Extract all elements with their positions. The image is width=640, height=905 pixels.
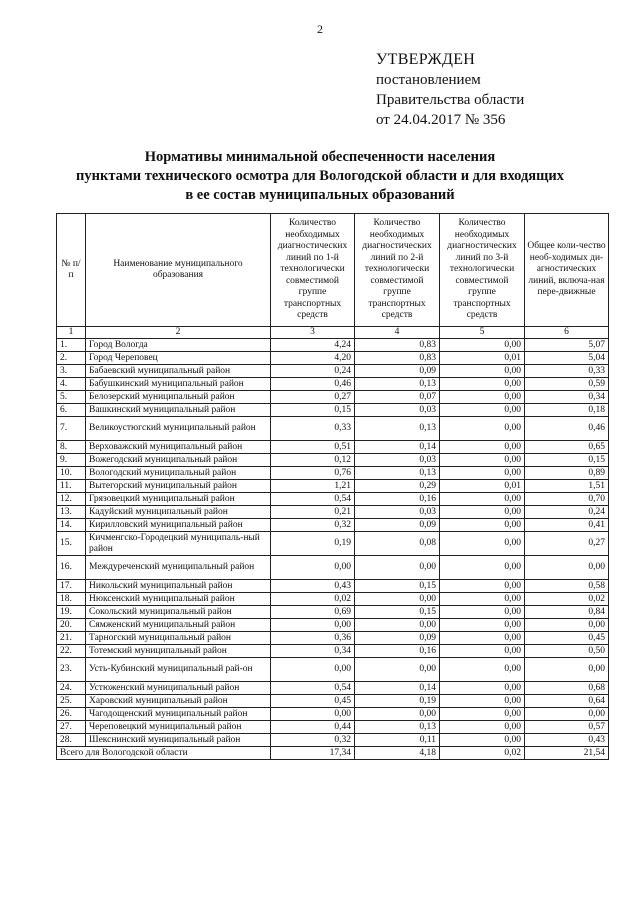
group3-value: 0,00 — [440, 365, 525, 378]
total-overall-value: 21,54 — [525, 747, 609, 760]
row-number: 27. — [57, 721, 86, 734]
municipality-name: Устюженский муниципальный район — [86, 682, 271, 695]
total-value: 1,51 — [525, 480, 609, 493]
table-row — [57, 682, 609, 695]
group1-value: 0,00 — [271, 556, 355, 580]
total-value: 0,65 — [525, 441, 609, 454]
group2-value: 0,08 — [355, 532, 440, 556]
group2-value: 0,13 — [355, 378, 440, 391]
group1-value: 0,44 — [271, 721, 355, 734]
row-number: 24. — [57, 682, 86, 695]
group2-value: 0,16 — [355, 645, 440, 658]
table-row — [57, 658, 609, 682]
total-value: 0,18 — [525, 404, 609, 417]
header-row — [57, 214, 609, 327]
row-number: 19. — [57, 606, 86, 619]
group3-value: 0,00 — [440, 532, 525, 556]
group1-value: 0,51 — [271, 441, 355, 454]
total-group1-value: 17,34 — [271, 747, 355, 760]
group3-value: 0,00 — [440, 404, 525, 417]
group3-value: 0,00 — [440, 606, 525, 619]
group2-value: 0,13 — [355, 417, 440, 441]
total-value: 0,43 — [525, 734, 609, 747]
page-number: 2 — [317, 22, 323, 36]
group3-value: 0,00 — [440, 593, 525, 606]
column-number: 1 — [57, 327, 86, 339]
group3-value: 0,00 — [440, 645, 525, 658]
table-row — [57, 519, 609, 532]
total-value: 5,07 — [525, 339, 609, 352]
group1-value: 0,00 — [271, 658, 355, 682]
row-number: 2. — [57, 352, 86, 365]
total-value: 0,00 — [525, 556, 609, 580]
group3-value: 0,00 — [440, 454, 525, 467]
municipality-name: Нюксенский муниципальный район — [86, 593, 271, 606]
group3-value: 0,00 — [440, 391, 525, 404]
table-row — [57, 721, 609, 734]
group2-value: 0,14 — [355, 682, 440, 695]
group2-value: 0,09 — [355, 632, 440, 645]
row-number: 22. — [57, 645, 86, 658]
municipality-name: Никольский муниципальный район — [86, 580, 271, 593]
group1-value: 0,02 — [271, 593, 355, 606]
approval-title: УТВЕРЖДЕН — [376, 51, 476, 68]
group1-value: 0,00 — [271, 708, 355, 721]
group2-value: 0,00 — [355, 708, 440, 721]
group2-value: 0,03 — [355, 454, 440, 467]
municipality-name: Сямженский муниципальный район — [86, 619, 271, 632]
row-number: 17. — [57, 580, 86, 593]
table-row — [57, 645, 609, 658]
total-value: 0,34 — [525, 391, 609, 404]
group3-value: 0,00 — [440, 441, 525, 454]
total-value: 5,04 — [525, 352, 609, 365]
group1-value: 0,36 — [271, 632, 355, 645]
table-row — [57, 708, 609, 721]
municipality-name: Усть-Кубинский муниципальный рай-он — [86, 658, 271, 682]
group3-value: 0,00 — [440, 721, 525, 734]
municipality-name: Вожегодский муниципальный район — [86, 454, 271, 467]
group1-value: 4,24 — [271, 339, 355, 352]
table-row — [57, 532, 609, 556]
row-number: 15. — [57, 532, 86, 556]
municipality-name: Череповецкий муниципальный район — [86, 721, 271, 734]
row-number: 20. — [57, 619, 86, 632]
group3-value: 0,01 — [440, 352, 525, 365]
col-header-total: Общее коли-чество необ-ходимых ди-агностических линий, включа-ная пере-движные — [525, 214, 609, 327]
group3-value: 0,00 — [440, 619, 525, 632]
total-value: 0,24 — [525, 506, 609, 519]
group2-value: 0,00 — [355, 658, 440, 682]
group2-value: 0,03 — [355, 404, 440, 417]
table-row — [57, 467, 609, 480]
municipality-name: Верховажский муниципальный район — [86, 441, 271, 454]
table-row — [57, 339, 609, 352]
group2-value: 0,16 — [355, 493, 440, 506]
total-value: 0,45 — [525, 632, 609, 645]
approval-stamp — [376, 50, 524, 130]
table-row — [57, 506, 609, 519]
row-number: 7. — [57, 417, 86, 441]
total-label: Всего для Вологодской области — [57, 747, 271, 760]
col-header-group1: Количество необходимых диагностических линий по 1-й технологически совместимой группе транспортных средств — [271, 214, 355, 327]
group2-value: 0,00 — [355, 556, 440, 580]
table-row — [57, 593, 609, 606]
row-number: 8. — [57, 441, 86, 454]
total-value: 0,68 — [525, 682, 609, 695]
table-row — [57, 404, 609, 417]
group1-value: 0,32 — [271, 734, 355, 747]
group1-value: 0,46 — [271, 378, 355, 391]
total-value: 0,00 — [525, 619, 609, 632]
total-row — [57, 747, 609, 760]
col-header-number: № п/п — [57, 214, 86, 327]
total-value: 0,00 — [525, 708, 609, 721]
group3-value: 0,00 — [440, 378, 525, 391]
group2-value: 0,03 — [355, 506, 440, 519]
row-number: 16. — [57, 556, 86, 580]
total-value: 0,46 — [525, 417, 609, 441]
group2-value: 0,00 — [355, 593, 440, 606]
group2-value: 0,13 — [355, 721, 440, 734]
row-number: 26. — [57, 708, 86, 721]
group1-value: 0,27 — [271, 391, 355, 404]
group2-value: 0,09 — [355, 365, 440, 378]
group1-value: 0,54 — [271, 493, 355, 506]
group3-value: 0,00 — [440, 417, 525, 441]
group2-value: 0,13 — [355, 467, 440, 480]
municipality-name: Сокольский муниципальный район — [86, 606, 271, 619]
col-header-group2: Количество необходимых диагностических линий по 2-й технологически совместимой группе транспортных средств — [355, 214, 440, 327]
table-row — [57, 378, 609, 391]
group2-value: 0,09 — [355, 519, 440, 532]
norms-table — [56, 213, 609, 760]
municipality-name: Вологодский муниципальный район — [86, 467, 271, 480]
municipality-name: Кадуйский муниципальный район — [86, 506, 271, 519]
municipality-name: Великоустюгский муниципальный район — [86, 417, 271, 441]
total-value: 0,57 — [525, 721, 609, 734]
row-number: 14. — [57, 519, 86, 532]
table-row — [57, 580, 609, 593]
municipality-name: Бабушкинский муниципальный район — [86, 378, 271, 391]
row-number: 13. — [57, 506, 86, 519]
municipality-name: Грязовецкий муниципальный район — [86, 493, 271, 506]
column-number: 6 — [525, 327, 609, 339]
table-body — [57, 339, 609, 760]
group1-value: 0,54 — [271, 682, 355, 695]
table-row — [57, 391, 609, 404]
group3-value: 0,00 — [440, 493, 525, 506]
table-row — [57, 454, 609, 467]
column-number-row — [57, 327, 609, 339]
total-group3-value: 0,02 — [440, 747, 525, 760]
approval-line: постановлением — [376, 72, 481, 88]
group1-value: 0,32 — [271, 519, 355, 532]
group3-value: 0,00 — [440, 682, 525, 695]
table-row — [57, 352, 609, 365]
total-value: 0,15 — [525, 454, 609, 467]
table-row — [57, 417, 609, 441]
row-number: 6. — [57, 404, 86, 417]
table-row — [57, 632, 609, 645]
group1-value: 0,24 — [271, 365, 355, 378]
row-number: 28. — [57, 734, 86, 747]
total-group2-value: 4,18 — [355, 747, 440, 760]
group2-value: 0,00 — [355, 619, 440, 632]
total-value: 0,58 — [525, 580, 609, 593]
group3-value: 0,00 — [440, 506, 525, 519]
group1-value: 0,15 — [271, 404, 355, 417]
group3-value: 0,00 — [440, 632, 525, 645]
approval-date-line: от 24.04.2017 № 356 — [376, 112, 506, 128]
group3-value: 0,00 — [440, 556, 525, 580]
group3-value: 0,00 — [440, 519, 525, 532]
total-value: 0,00 — [525, 658, 609, 682]
group2-value: 0,29 — [355, 480, 440, 493]
total-value: 0,59 — [525, 378, 609, 391]
row-number: 25. — [57, 695, 86, 708]
group2-value: 0,14 — [355, 441, 440, 454]
group2-value: 0,83 — [355, 339, 440, 352]
group2-value: 0,11 — [355, 734, 440, 747]
group1-value: 0,69 — [271, 606, 355, 619]
col-header-name: Наименование муниципального образования — [86, 214, 271, 327]
total-value: 0,64 — [525, 695, 609, 708]
row-number: 18. — [57, 593, 86, 606]
group2-value: 0,83 — [355, 352, 440, 365]
group1-value: 4,20 — [271, 352, 355, 365]
municipality-name: Белозерский муниципальный район — [86, 391, 271, 404]
row-number: 3. — [57, 365, 86, 378]
row-number: 5. — [57, 391, 86, 404]
group2-value: 0,07 — [355, 391, 440, 404]
municipality-name: Кичменгско-Городецкий муниципаль-ный район — [86, 532, 271, 556]
group1-value: 0,45 — [271, 695, 355, 708]
municipality-name: Город Вологда — [86, 339, 271, 352]
total-value: 0,33 — [525, 365, 609, 378]
column-number: 2 — [86, 327, 271, 339]
row-number: 11. — [57, 480, 86, 493]
municipality-name: Вашкинский муниципальный район — [86, 404, 271, 417]
table-row — [57, 365, 609, 378]
group1-value: 0,21 — [271, 506, 355, 519]
group1-value: 0,43 — [271, 580, 355, 593]
group3-value: 0,00 — [440, 695, 525, 708]
municipality-name: Кирилловский муниципальный район — [86, 519, 271, 532]
table-row — [57, 493, 609, 506]
total-value: 0,02 — [525, 593, 609, 606]
row-number: 10. — [57, 467, 86, 480]
group3-value: 0,00 — [440, 734, 525, 747]
group1-value: 0,33 — [271, 417, 355, 441]
column-number: 4 — [355, 327, 440, 339]
municipality-name: Чагодощенский муниципальный район — [86, 708, 271, 721]
group1-value: 0,12 — [271, 454, 355, 467]
table-row — [57, 606, 609, 619]
group3-value: 0,00 — [440, 708, 525, 721]
municipality-name: Тарногский муниципальный район — [86, 632, 271, 645]
row-number: 21. — [57, 632, 86, 645]
municipality-name: Междуреченский муниципальный район — [86, 556, 271, 580]
total-value: 0,84 — [525, 606, 609, 619]
municipality-name: Город Череповец — [86, 352, 271, 365]
group1-value: 0,19 — [271, 532, 355, 556]
row-number: 9. — [57, 454, 86, 467]
column-number: 3 — [271, 327, 355, 339]
table-row — [57, 556, 609, 580]
municipality-name: Харовский муниципальный район — [86, 695, 271, 708]
municipality-name: Шекснинский муниципальный район — [86, 734, 271, 747]
row-number: 4. — [57, 378, 86, 391]
table-row — [57, 441, 609, 454]
group1-value: 0,00 — [271, 619, 355, 632]
group3-value: 0,00 — [440, 658, 525, 682]
column-number: 5 — [440, 327, 525, 339]
table-row — [57, 619, 609, 632]
total-value: 0,50 — [525, 645, 609, 658]
row-number: 12. — [57, 493, 86, 506]
total-value: 0,89 — [525, 467, 609, 480]
title-line: пунктами технического осмотра для Вологодской области и для входящих — [76, 168, 564, 184]
approval-line: Правительства области — [376, 92, 525, 108]
total-value: 0,70 — [525, 493, 609, 506]
total-value: 0,27 — [525, 532, 609, 556]
group3-value: 0,00 — [440, 339, 525, 352]
document-title — [40, 148, 600, 205]
municipality-name: Тотемский муниципальный район — [86, 645, 271, 658]
table-row — [57, 695, 609, 708]
group2-value: 0,15 — [355, 606, 440, 619]
municipality-name: Вытегорский муниципальный район — [86, 480, 271, 493]
title-line: Нормативы минимальной обеспеченности населения — [144, 149, 496, 165]
group3-value: 0,00 — [440, 467, 525, 480]
group3-value: 0,01 — [440, 480, 525, 493]
row-number: 23. — [57, 658, 86, 682]
total-value: 0,41 — [525, 519, 609, 532]
table-row — [57, 480, 609, 493]
col-header-group3: Количество необходимых диагностических линий по 3-й технологически совместимой группе транспортных средств — [440, 214, 525, 327]
group1-value: 0,76 — [271, 467, 355, 480]
table-row — [57, 734, 609, 747]
group1-value: 1,21 — [271, 480, 355, 493]
title-line: в ее состав муниципальных образований — [185, 187, 455, 203]
group2-value: 0,15 — [355, 580, 440, 593]
group3-value: 0,00 — [440, 580, 525, 593]
row-number: 1. — [57, 339, 86, 352]
group1-value: 0,34 — [271, 645, 355, 658]
municipality-name: Бабаевский муниципальный район — [86, 365, 271, 378]
group2-value: 0,19 — [355, 695, 440, 708]
